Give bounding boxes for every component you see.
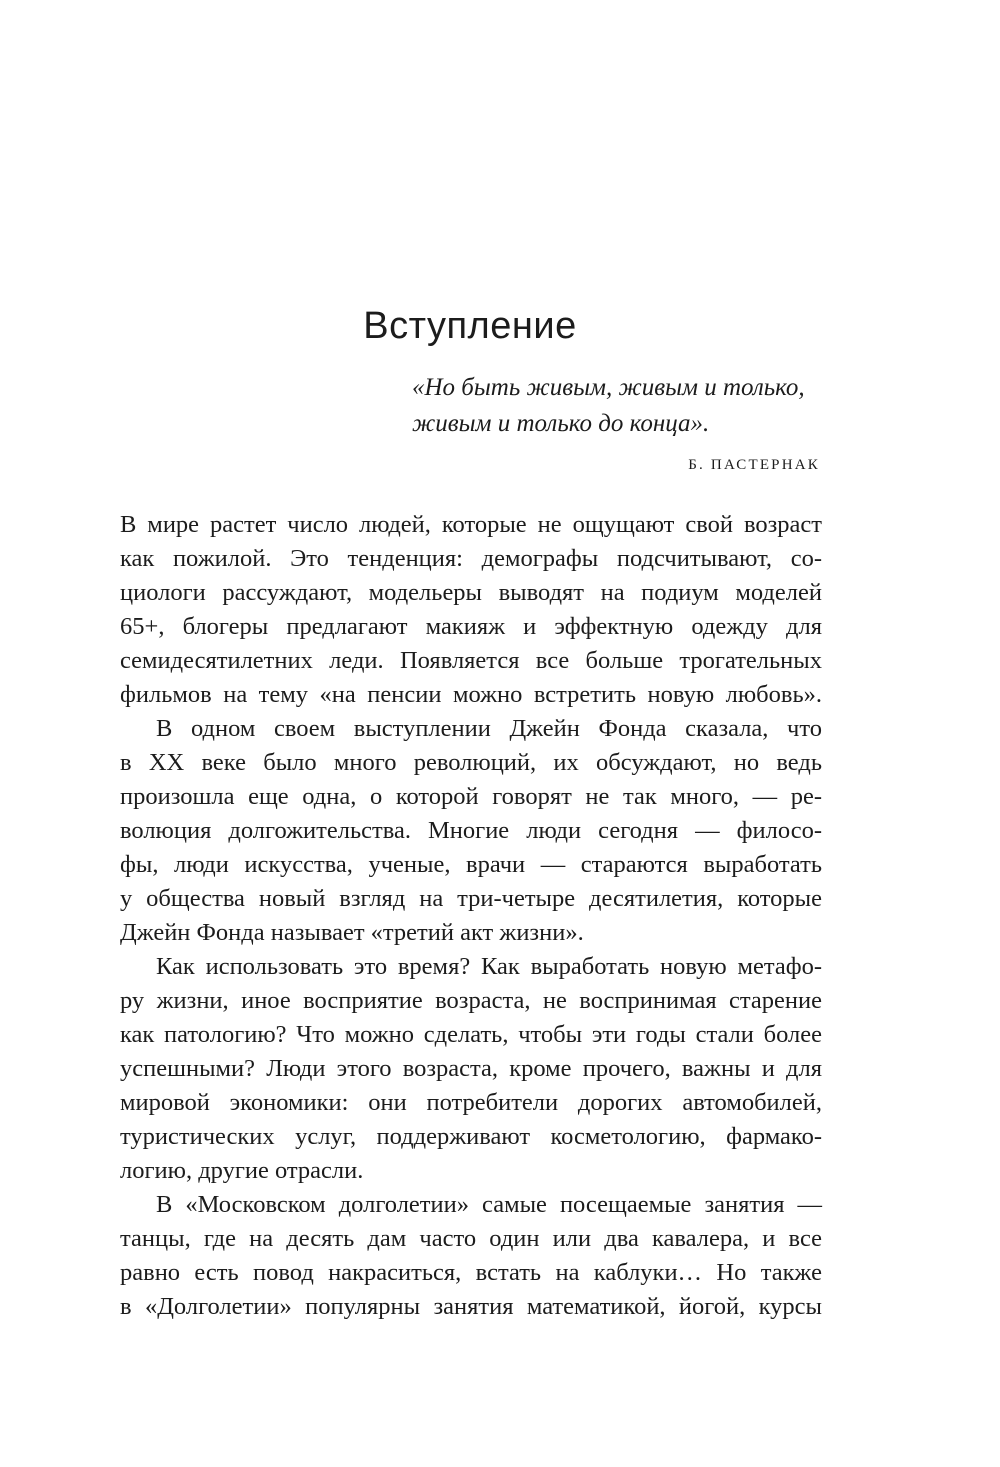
text-line: у общества новый взгляд на три-четыре десятилетия, которые: [120, 885, 822, 912]
text-line: как пожилой. Это тенденция: демографы подсчитывают, со-: [120, 545, 822, 572]
text-line: В одном своем выступлении Джейн Фонда сказала, что: [156, 715, 822, 742]
text-line: фы, люди искусства, ученые, врачи — стараются выработать: [120, 851, 822, 878]
text-line: волюция долгожительства. Многие люди сегодня — филосо-: [120, 817, 822, 844]
text-line: логию, другие отрасли.: [120, 1157, 364, 1184]
chapter-title: Вступление: [363, 305, 577, 347]
body-text: [120, 508, 822, 1324]
text-line: Как использовать это время? Как выработать новую метафо-: [156, 953, 822, 980]
text-line: семидесятилетних леди. Появляется все больше трогательных: [120, 647, 822, 674]
text-line: фильмов на тему «на пенсии можно встретить новую любовь».: [120, 681, 822, 708]
text-line: ру жизни, иное восприятие возраста, не воспринимая старение: [120, 987, 822, 1014]
text-line: циологи рассуждают, модельеры выводят на подиум моделей: [120, 579, 822, 606]
text-line: туристических услуг, поддерживают косметологию, фармако-: [120, 1123, 822, 1150]
text-line: 65+, блогеры предлагают макияж и эффектную одежду для: [120, 613, 822, 640]
text-line: танцы, где на десять дам часто один или два кавалера, и все: [120, 1225, 822, 1252]
text-line: равно есть повод накраситься, встать на каблуки… Но также: [120, 1259, 822, 1286]
epigraph-line: живым и только до конца».: [412, 410, 710, 437]
text-line: Джейн Фонда называет «третий акт жизни».: [120, 919, 584, 946]
epigraph-line: «Но быть живым, живым и только,: [412, 374, 805, 401]
epigraph-author: Б. ПАСТЕРНАК: [688, 457, 820, 473]
text-line: в XX веке было много революций, их обсуждают, но ведь: [120, 749, 822, 776]
text-line: В мире растет число людей, которые не ощущают свой возраст: [120, 511, 822, 538]
epigraph-quote: [412, 370, 832, 442]
text-line: произошла еще одна, о которой говорят не так много, — ре-: [120, 783, 822, 810]
text-line: успешными? Люди этого возраста, кроме прочего, важны и для: [120, 1055, 822, 1082]
text-line: в «Долголетии» популярны занятия математикой, йогой, курсы: [120, 1293, 822, 1320]
text-line: В «Московском долголетии» самые посещаемые занятия —: [156, 1191, 822, 1218]
text-line: мировой экономики: они потребители дорогих автомобилей,: [120, 1089, 822, 1116]
text-line: как патологию? Что можно сделать, чтобы эти годы стали более: [120, 1021, 822, 1048]
